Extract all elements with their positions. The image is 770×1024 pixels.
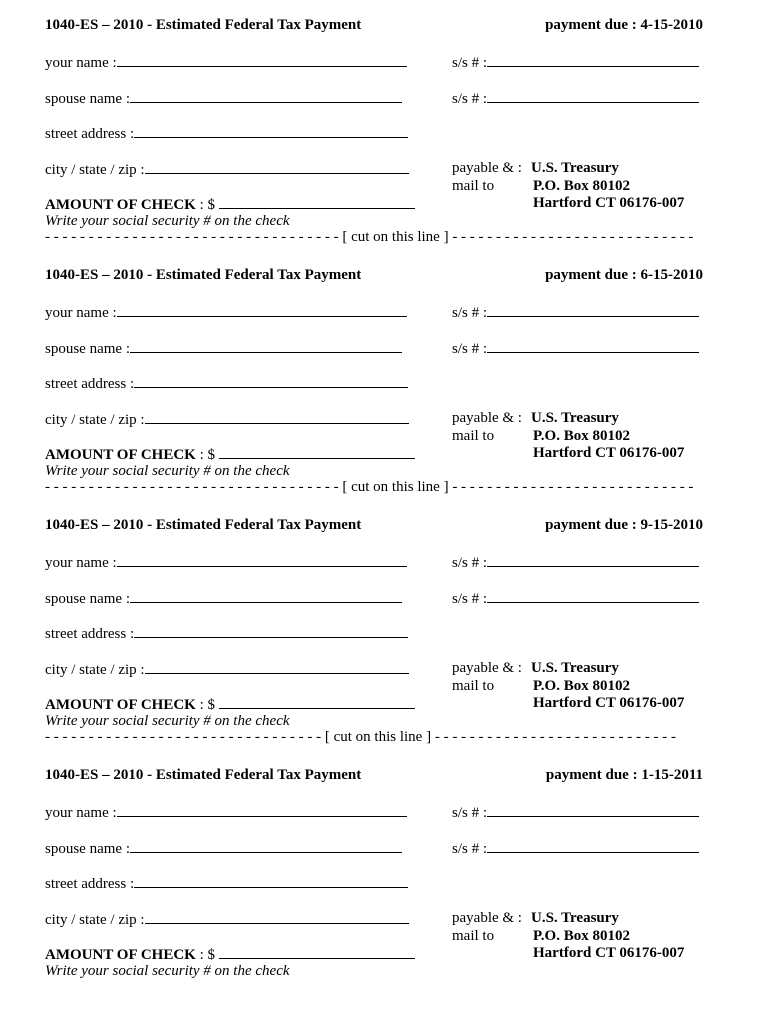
voucher-title: 1040-ES – 2010 - Estimated Federal Tax Payment <box>45 17 362 33</box>
spouse-name-label: spouse name : <box>45 841 130 857</box>
payment-due-date: payment due : 6-15-2010 <box>545 267 703 283</box>
payee-name: U.S. Treasury <box>531 660 619 676</box>
city-state-zip-field[interactable] <box>145 409 409 424</box>
amount-of-check-label: AMOUNT OF CHECK <box>45 447 196 463</box>
your-name-label: your name : <box>45 305 117 321</box>
payee-po-box: P.O. Box 80102 <box>533 928 630 944</box>
ss-number-label: s/s # : <box>452 305 488 321</box>
ss-on-check-note: Write your social security # on the check <box>45 213 290 229</box>
city-state-zip-row <box>45 659 409 679</box>
amount-of-check-field[interactable] <box>219 944 415 959</box>
amount-of-check-row <box>45 944 415 964</box>
spouse-ss-number-field[interactable] <box>487 588 699 603</box>
payee-po-box: P.O. Box 80102 <box>533 678 630 694</box>
payee-po-box: P.O. Box 80102 <box>533 428 630 444</box>
voucher-title: 1040-ES – 2010 - Estimated Federal Tax Payment <box>45 517 362 533</box>
amount-of-check-row <box>45 694 415 714</box>
ss-number-field[interactable] <box>487 302 699 317</box>
spouse-name-row <box>45 88 402 108</box>
spouse-name-row <box>45 838 402 858</box>
ss-number-field[interactable] <box>487 52 699 67</box>
ss-number-field[interactable] <box>487 552 699 567</box>
amount-of-check-label: AMOUNT OF CHECK <box>45 947 196 963</box>
your-name-label: your name : <box>45 55 117 71</box>
your-name-label: your name : <box>45 805 117 821</box>
payable-label: payable & : <box>452 910 522 926</box>
city-state-zip-row <box>45 909 409 929</box>
amount-of-check-field[interactable] <box>219 694 415 709</box>
amount-dollar-label: : $ <box>199 197 216 213</box>
spouse-name-label: spouse name : <box>45 341 130 357</box>
street-address-label: street address : <box>45 376 135 392</box>
mail-to-label: mail to <box>452 678 495 694</box>
your-name-row <box>45 802 407 822</box>
voucher-title: 1040-ES – 2010 - Estimated Federal Tax Payment <box>45 767 362 783</box>
city-state-zip-label: city / state / zip : <box>45 412 145 428</box>
payee-name: U.S. Treasury <box>531 410 619 426</box>
mail-to-label: mail to <box>452 178 495 194</box>
ss-on-check-note: Write your social security # on the check <box>45 463 290 479</box>
spouse-name-field[interactable] <box>130 838 402 853</box>
street-address-field[interactable] <box>134 623 408 638</box>
payee-po-box: P.O. Box 80102 <box>533 178 630 194</box>
ss-number-row <box>452 802 699 822</box>
your-name-row <box>45 52 407 72</box>
payable-label: payable & : <box>452 410 522 426</box>
payment-voucher <box>0 750 770 990</box>
spouse-ss-number-field[interactable] <box>487 88 699 103</box>
payee-city-zip: Hartford CT 06176-007 <box>533 445 685 461</box>
amount-of-check-row <box>45 194 415 214</box>
street-address-field[interactable] <box>134 373 408 388</box>
city-state-zip-label: city / state / zip : <box>45 912 145 928</box>
amount-of-check-field[interactable] <box>219 444 415 459</box>
spouse-name-field[interactable] <box>130 588 402 603</box>
spouse-ss-number-label: s/s # : <box>452 91 488 107</box>
spouse-name-label: spouse name : <box>45 591 130 607</box>
spouse-ss-number-field[interactable] <box>487 338 699 353</box>
ss-number-row <box>452 302 699 322</box>
spouse-ss-number-label: s/s # : <box>452 841 488 857</box>
street-address-row <box>45 623 408 643</box>
voucher-title: 1040-ES – 2010 - Estimated Federal Tax Payment <box>45 267 362 283</box>
spouse-name-field[interactable] <box>130 88 402 103</box>
payable-label: payable & : <box>452 660 522 676</box>
ss-on-check-note: Write your social security # on the check <box>45 963 290 979</box>
ss-on-check-note: Write your social security # on the check <box>45 713 290 729</box>
ss-number-label: s/s # : <box>452 555 488 571</box>
payee-name: U.S. Treasury <box>531 160 619 176</box>
payment-voucher <box>0 500 770 745</box>
your-name-field[interactable] <box>117 802 407 817</box>
spouse-name-field[interactable] <box>130 338 402 353</box>
ss-number-row <box>452 52 699 72</box>
spouse-ss-number-field[interactable] <box>487 838 699 853</box>
mail-to-label: mail to <box>452 428 495 444</box>
payee-city-zip: Hartford CT 06176-007 <box>533 695 685 711</box>
street-address-field[interactable] <box>134 873 408 888</box>
cut-line: - - - - - - - - - - - - - - - - - - - - - - - - - - - - - - - - [ cut on this line ] - - - - - - - - - - - - - - - - - - - - - - - - - - - - <box>45 729 676 745</box>
ss-number-label: s/s # : <box>452 55 488 71</box>
your-name-row <box>45 302 407 322</box>
city-state-zip-label: city / state / zip : <box>45 162 145 178</box>
payment-due-date: payment due : 1-15-2011 <box>545 767 703 783</box>
payment-voucher <box>0 0 770 245</box>
spouse-ss-number-row <box>452 338 699 358</box>
payee-city-zip: Hartford CT 06176-007 <box>533 945 685 961</box>
amount-of-check-label: AMOUNT OF CHECK <box>45 697 196 713</box>
ss-number-row <box>452 552 699 572</box>
spouse-ss-number-row <box>452 838 699 858</box>
your-name-row <box>45 552 407 572</box>
city-state-zip-field[interactable] <box>145 909 409 924</box>
amount-dollar-label: : $ <box>199 947 216 963</box>
ss-number-field[interactable] <box>487 802 699 817</box>
spouse-ss-number-label: s/s # : <box>452 341 488 357</box>
spouse-ss-number-label: s/s # : <box>452 591 488 607</box>
spouse-ss-number-row <box>452 588 699 608</box>
amount-dollar-label: : $ <box>199 447 216 463</box>
payee-city-zip: Hartford CT 06176-007 <box>533 195 685 211</box>
city-state-zip-row <box>45 159 409 179</box>
cut-line: - - - - - - - - - - - - - - - - - - - - - - - - - - - - - - - - - - [ cut on this line ] - - - - - - - - - - - - - - - - - - - - - - - - - - - - <box>45 479 694 495</box>
amount-of-check-label: AMOUNT OF CHECK <box>45 197 196 213</box>
cut-line: - - - - - - - - - - - - - - - - - - - - - - - - - - - - - - - - - - [ cut on this line ] - - - - - - - - - - - - - - - - - - - - - - - - - - - - <box>45 229 694 245</box>
city-state-zip-label: city / state / zip : <box>45 662 145 678</box>
spouse-name-row <box>45 338 402 358</box>
city-state-zip-row <box>45 409 409 429</box>
street-address-field[interactable] <box>134 123 408 138</box>
your-name-field[interactable] <box>117 52 407 67</box>
payment-due-date: payment due : 4-15-2010 <box>545 17 703 33</box>
amount-of-check-field[interactable] <box>219 194 415 209</box>
street-address-row <box>45 123 408 143</box>
your-name-field[interactable] <box>117 302 407 317</box>
city-state-zip-field[interactable] <box>145 659 409 674</box>
spouse-ss-number-row <box>452 88 699 108</box>
street-address-label: street address : <box>45 626 135 642</box>
mail-to-label: mail to <box>452 928 495 944</box>
payment-due-date: payment due : 9-15-2010 <box>545 517 703 533</box>
street-address-row <box>45 373 408 393</box>
your-name-field[interactable] <box>117 552 407 567</box>
street-address-label: street address : <box>45 126 135 142</box>
street-address-row <box>45 873 408 893</box>
payee-name: U.S. Treasury <box>531 910 619 926</box>
payment-voucher <box>0 250 770 495</box>
your-name-label: your name : <box>45 555 117 571</box>
amount-of-check-row <box>45 444 415 464</box>
spouse-name-label: spouse name : <box>45 91 130 107</box>
payable-label: payable & : <box>452 160 522 176</box>
street-address-label: street address : <box>45 876 135 892</box>
spouse-name-row <box>45 588 402 608</box>
ss-number-label: s/s # : <box>452 805 488 821</box>
city-state-zip-field[interactable] <box>145 159 409 174</box>
amount-dollar-label: : $ <box>199 697 216 713</box>
